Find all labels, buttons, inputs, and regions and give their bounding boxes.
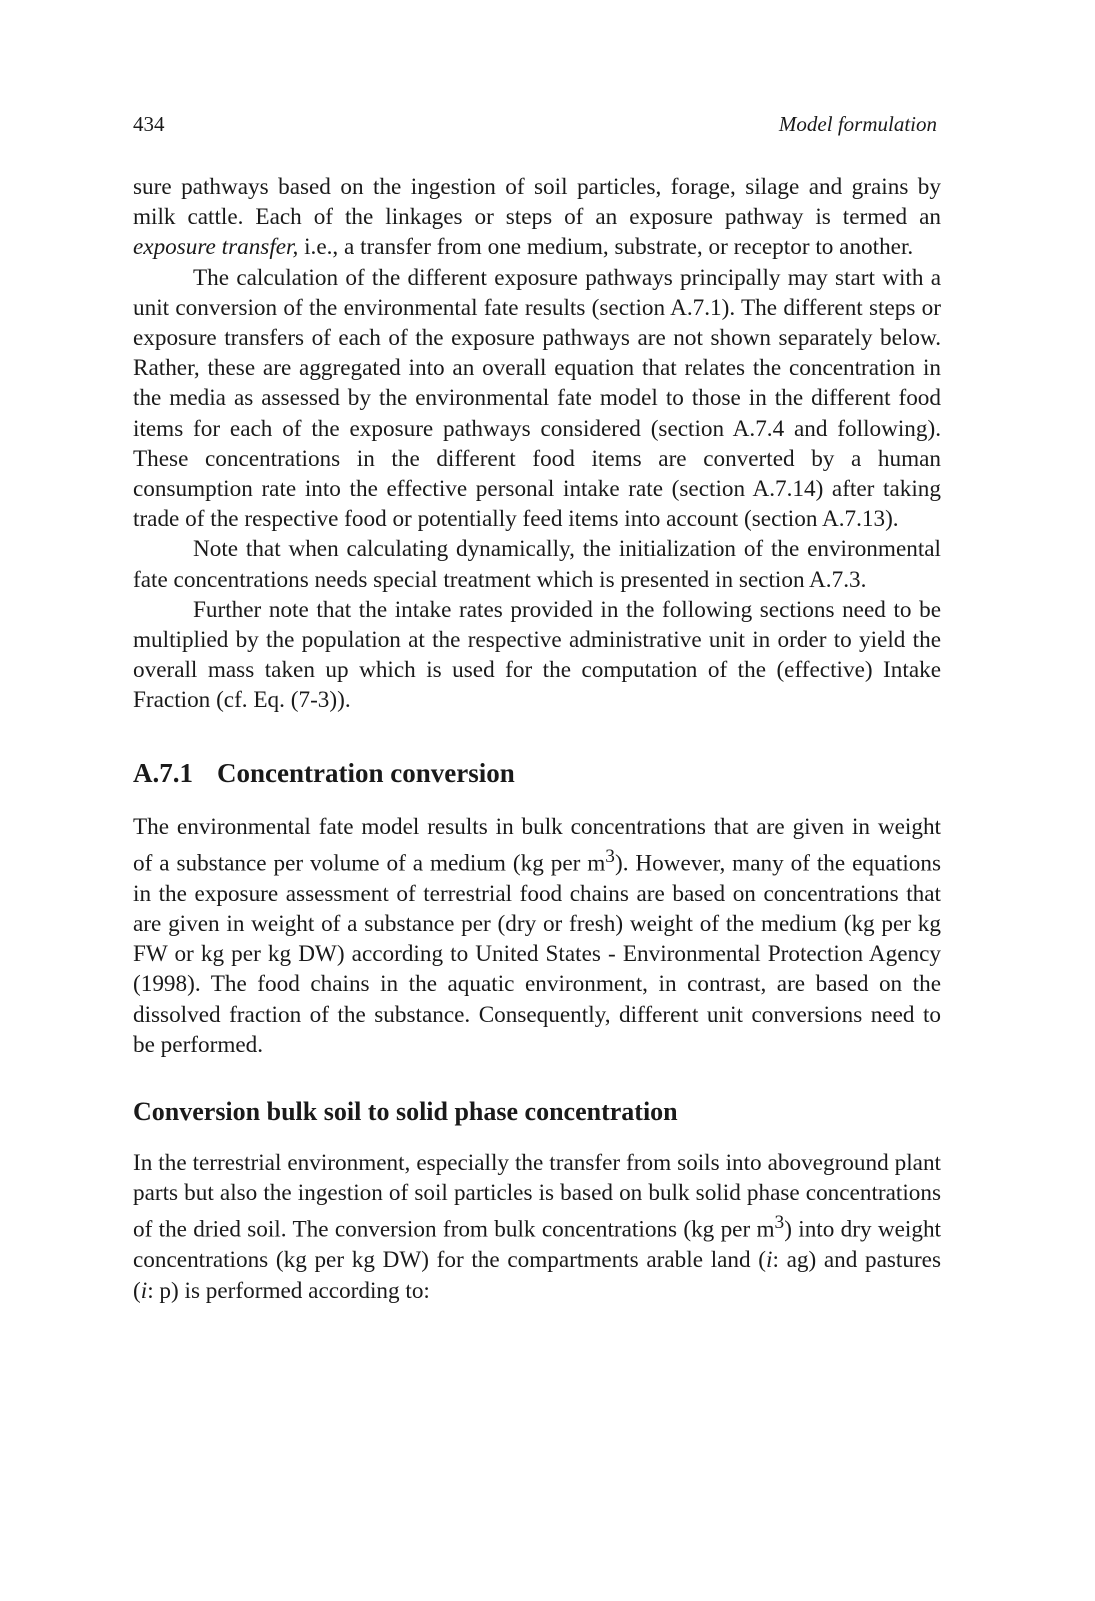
- page-number: 434: [133, 112, 165, 136]
- paragraph-intake-note: Further note that the intake rates provided in the following sections need to be multiplied by the population at the respective administrative unit in order to yield the overall mass taken up which is used for the computation of the (effective) Intake Fraction (cf. Eq. (7-3)).: [133, 596, 941, 714]
- paragraph-concentration-conversion: The environmental fate model results in bulk concentrations that are given in weight of a substance per volume of a medium (kg per $m^3$). However, many of the equations in the exposure assessment of terrestrial food chains are based on concentrations that are given in weight of a substance per (dry or fresh) weight of the medium (kg per kg FW or kg per kg DW) according to United States - Environmental Protection Agency (1998). The food chains in the aquatic environment, in contrast, are based on the dissolved fraction of the substance. Consequently, different unit conversions need to be performed.: [133, 813, 941, 1058]
- subsection-heading: Conversion bulk soil to solid phase concentration: [133, 1097, 678, 1127]
- body-text: [133, 172, 941, 1306]
- running-head: [133, 108, 937, 140]
- emphasis-exposure-transfer: exposure transfer,: [133, 234, 299, 261]
- section-heading: [133, 756, 941, 790]
- variable-i: i: [766, 1247, 773, 1274]
- section-number: A.7.1: [133, 757, 193, 788]
- paragraph-exposure-pathways: The calculation of the different exposure pathways principally may start with a unit conversion of the environmental fate results (section A.7.1). The different steps or exposure transfers of each of the exposure pathways are not shown separately below. Rather, these are aggregated into an overall equation that relates the concentration in the media as assessed by the environmental fate model to those in the different food items for each of the exposure pathways considered (section A.7.4 and following). These concentrations in the different food items are converted by a human consumption rate into the effective personal intake rate (section A.7.14) after taking trade of the respective food or potentially feed items into account (section A.7.13).: [133, 264, 941, 533]
- running-title: Model formulation: [778, 112, 937, 136]
- section-title: Concentration conversion: [217, 757, 515, 788]
- paragraph-dynamic-note: Note that when calculating dynamically, the initialization of the environmental fate concentrations needs special treatment which is presented in section A.7.3.: [133, 536, 941, 593]
- superscript-3: 3: [605, 845, 615, 867]
- superscript-3: 3: [774, 1212, 785, 1234]
- variable-i: i: [140, 1277, 148, 1304]
- paragraph-soil-conversion: In the terrestrial environment, especially the transfer from soils into aboveground plant parts but also the ingestion of soil particles is based on bulk solid phase concentrations of the dried soil. The conversion from bulk concentrations (kg per $m^3$) into dry weight concentrations (kg per kg DW) for the compartments arable land (i: ag) and pastures (i: p) is performed according to:: [133, 1150, 942, 1304]
- paragraph-continuation: sure pathways based on the ingestion of soil particles, forage, silage and grains by milk cattle. Each of the linkages or steps of an exposure pathway is termed an exposure transfer, i.e., a transfer from one medium, substrate, or receptor to another.: [133, 174, 941, 261]
